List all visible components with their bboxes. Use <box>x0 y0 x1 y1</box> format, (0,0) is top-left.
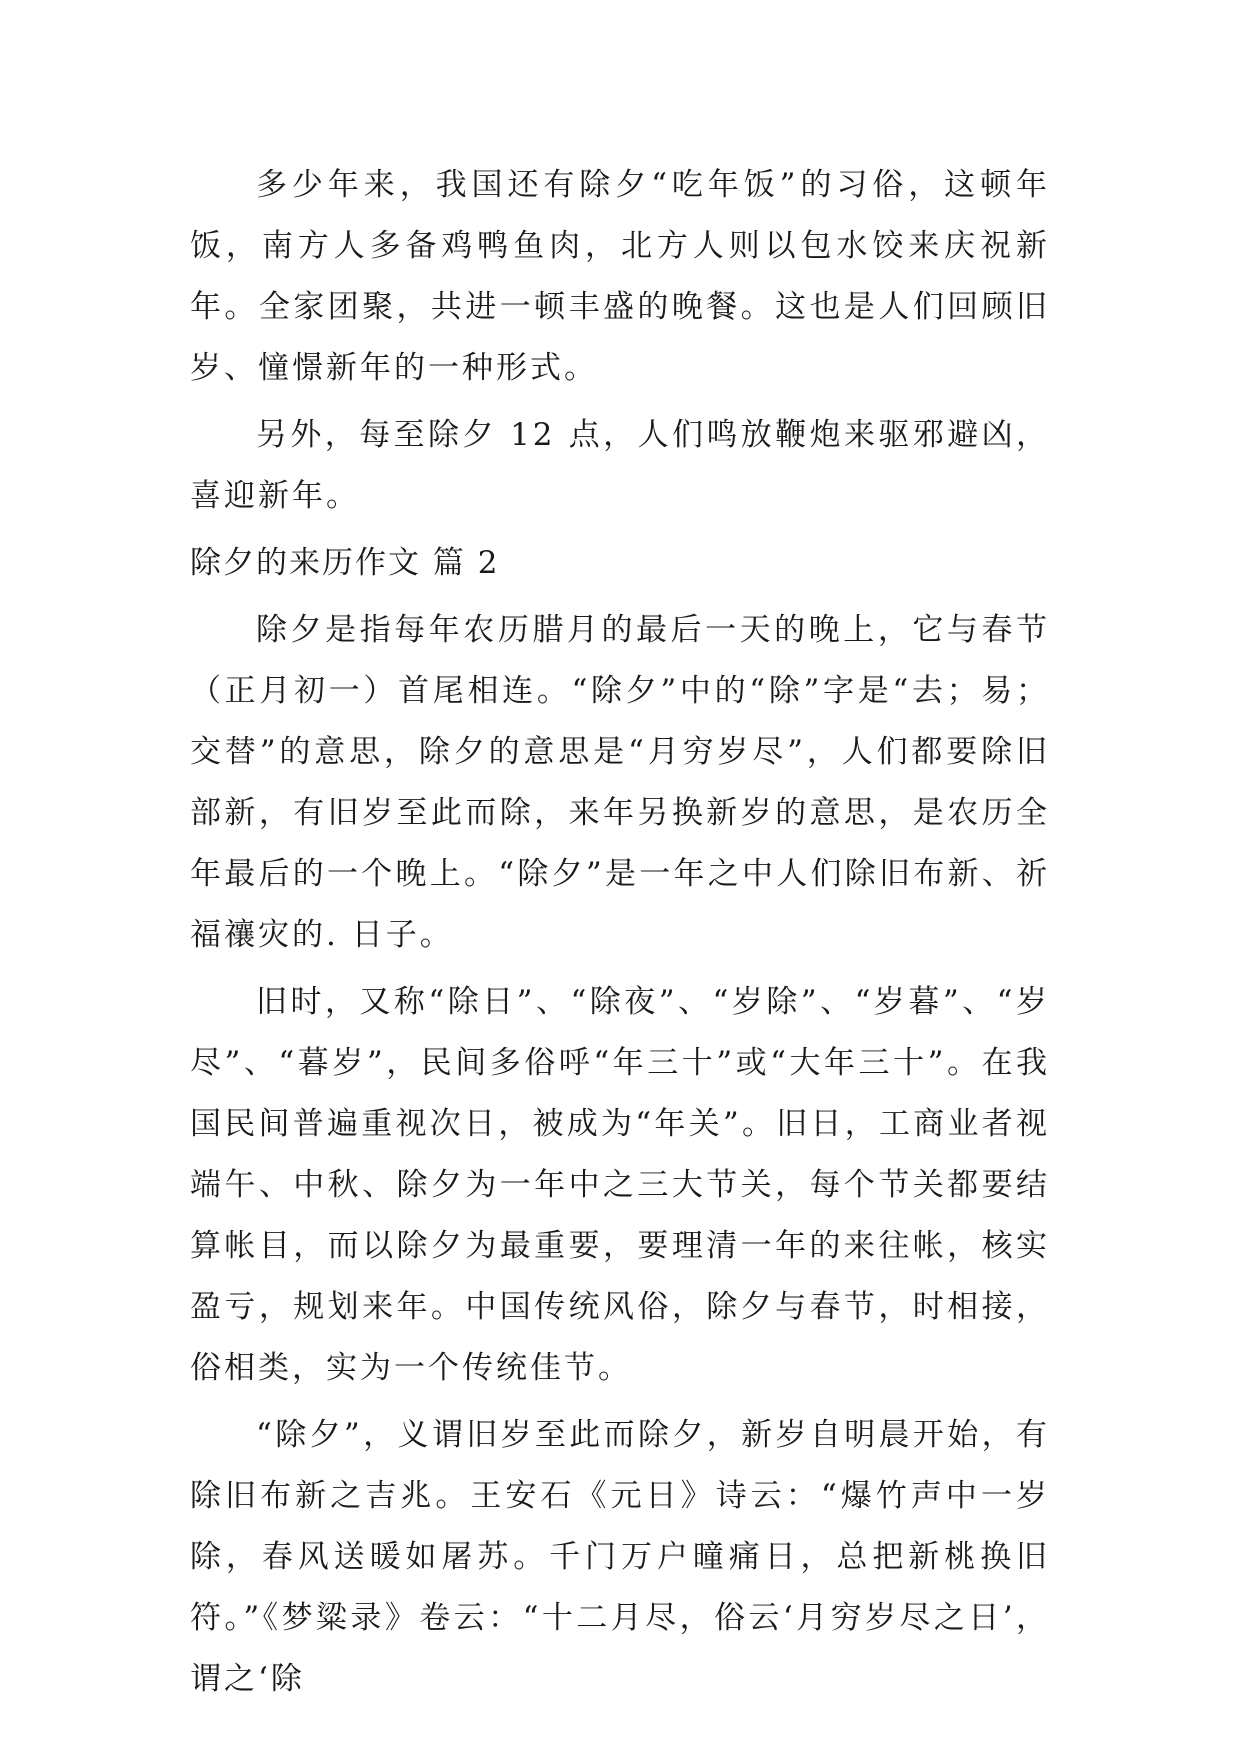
paragraph-old-names: 旧时，又称“除日”、“除夜”、“岁除”、“岁暮”、“岁尽”、“暮岁”，民间多俗呼“年三十”或“大年三十”。在我国民间普遍重视次日，被成为“年关”。旧日，工商业者视端午、中秋、除夕为一年中之三大节关，每个节关都要结算帐目，而以除夕为最重要，要理清一年的来往帐，核实盈亏，规划来年。中国传统风俗，除夕与春节，时相接，俗相类，实为一个传统佳节。 <box>190 984 1050 1386</box>
paragraph-chuxi-meaning: 除夕是指每年农历腊月的最后一天的晚上，它与春节（正月初一）首尾相连。“除夕”中的“除”字是“去；易；交替”的意思，除夕的意思是“月穷岁尽”，人们都要除旧部新，有旧岁至此而除，来年另换新岁的意思，是农历全年最后的一个晚上。“除夕”是一年之中人们除旧布新、祈福禳灾的. 日子。 <box>190 612 1050 953</box>
paragraph-poem-quote: “除夕”，义谓旧岁至此而除夕，新岁自明晨开始，有除旧布新之吉兆。王安石《元日》诗云：“爆竹声中一岁除，春风送暖如屠苏。千门万户曈痛日，总把新桃换旧符。”《梦粱录》卷云：“十二月尽，俗云‘月穷岁尽之日’，谓之‘除 <box>190 1417 1050 1697</box>
section-heading: 除夕的来历作文 篇 2 <box>190 545 500 581</box>
document-body <box>190 155 1050 1716</box>
paragraph-firecrackers: 另外，每至除夕 12 点，人们鸣放鞭炮来驱邪避凶，喜迎新年。 <box>190 417 1050 514</box>
paragraph-new-year-dinner: 多少年来，我国还有除夕“吃年饭”的习俗，这顿年饭，南方人多备鸡鸭鱼肉，北方人则以包水饺来庆祝新年。全家团聚，共进一顿丰盛的晚餐。这也是人们回顾旧岁、憧憬新年的一种形式。 <box>190 167 1050 386</box>
